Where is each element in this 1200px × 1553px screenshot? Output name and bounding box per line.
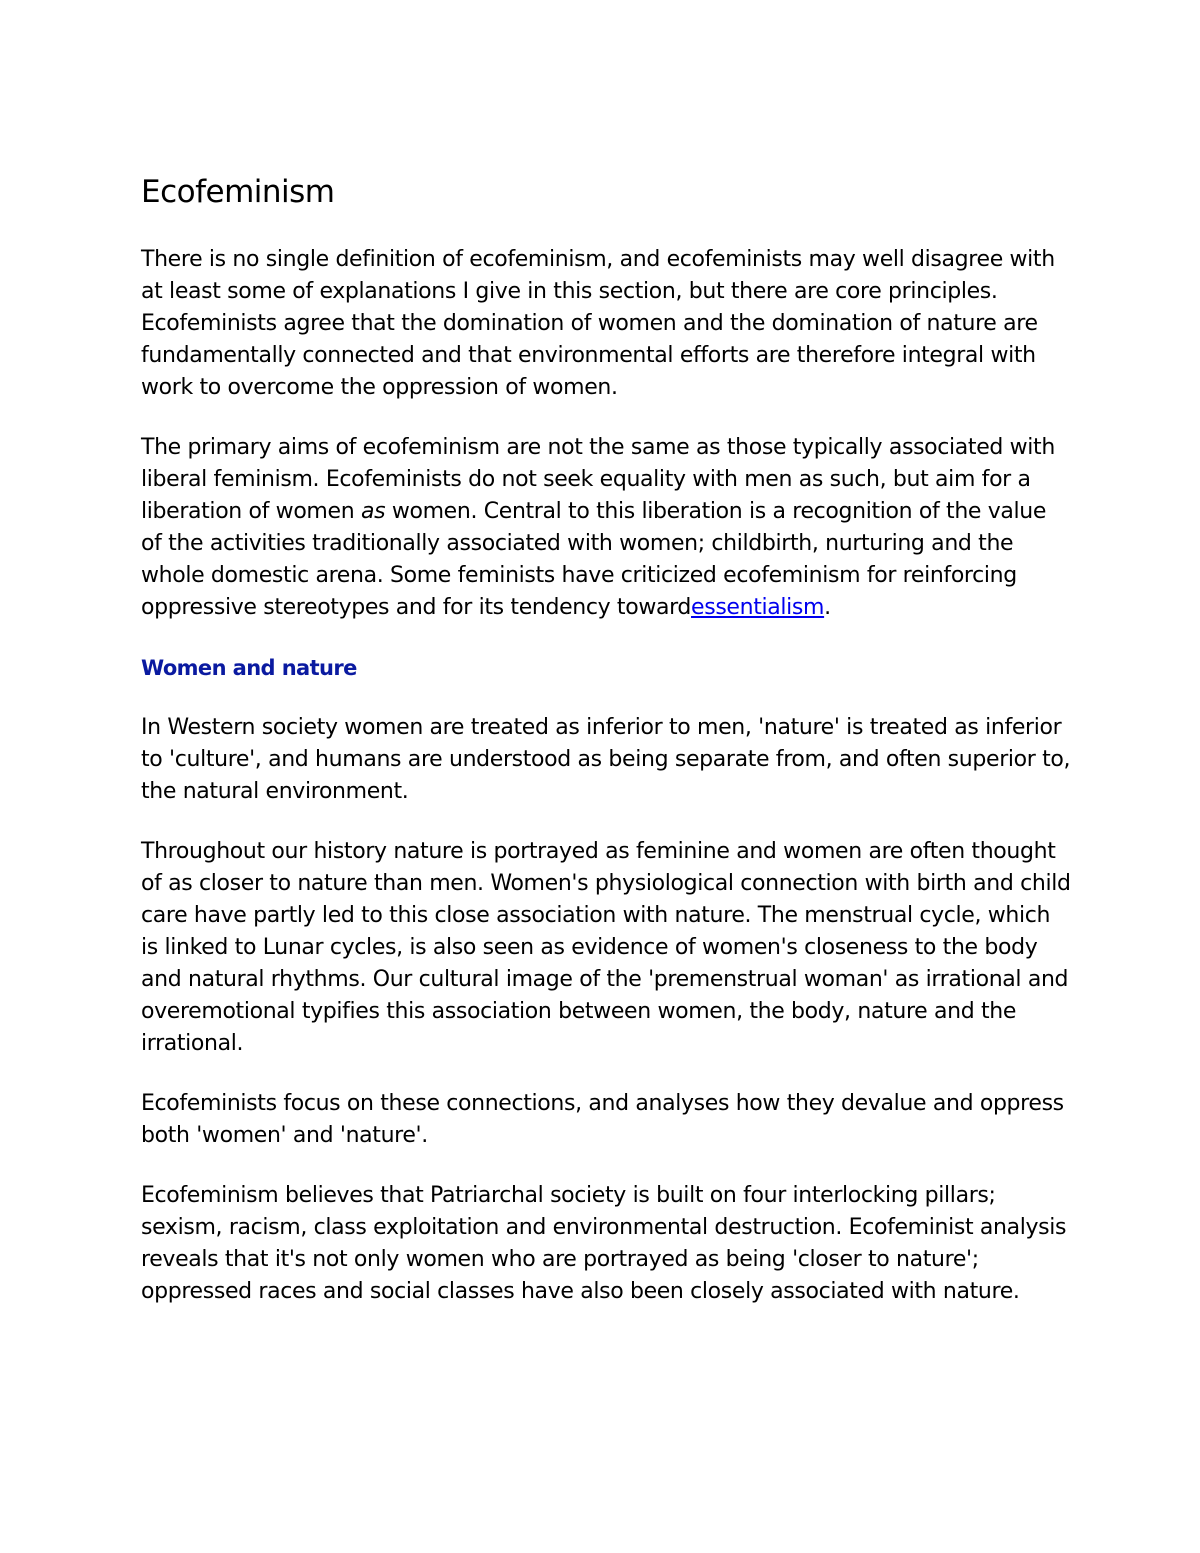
paragraph-primary-aims: [141, 432, 1071, 624]
paragraph-connections: Ecofeminists focus on these connections, and analyses how they devalue and oppress both 'women' and 'nature'.: [141, 1091, 1064, 1148]
emphasis-as: as: [360, 499, 386, 524]
paragraph-definition: There is no single definition of ecofeminism, and ecofeminists may well disagree with at least some of explanations I give in this section, but there are core principles. Ecofeminists agree that the domination of women and the domination of nature are fundamentally connected and that environmental efforts are therefore integral with work to overcome the oppression of women.: [141, 247, 1055, 400]
paragraph-primary-aims-text-3: .: [824, 595, 831, 620]
section-heading-women-and-nature: Women and nature: [141, 656, 357, 680]
paragraph-primary-aims-text-2: women. Central to this liberation is a recognition of the value of the activities traditionally associated with women; childbirth, nurturing and the whole domestic arena. Some feminists have criticized ecofeminism for reinforcing oppressive stereotypes and for its tendency toward: [141, 499, 1047, 620]
document-page: [141, 170, 1071, 1336]
paragraph-primary-aims-text-1: The primary aims of ecofeminism are not the same as those typically associated with liberal feminism. Ecofeminists do not seek equality with men as such, but aim for a liberation of women: [141, 435, 1055, 524]
paragraph-pillars: Ecofeminism believes that Patriarchal society is built on four interlocking pillars; sexism, racism, class exploitation and environmental destruction. Ecofeminist analysis reveals that it's not only women who are portrayed as being 'closer to nature'; oppressed races and social classes have also been closely associated with nature.: [141, 1183, 1067, 1304]
paragraph-history: Throughout our history nature is portrayed as feminine and women are often thought of as closer to nature than men. Women's physiological connection with birth and child care have partly led to this close association with nature. The menstrual cycle, which is linked to Lunar cycles, is also seen as evidence of women's closeness to the body and natural rhythms. Our cultural image of the 'premenstrual woman' as irrational and overemotional typifies this association between women, the body, nature and the irrational.: [141, 839, 1071, 1056]
document-title: Ecofeminism: [141, 174, 335, 210]
essentialism-link[interactable]: essentialism: [691, 595, 825, 620]
paragraph-western-society: In Western society women are treated as inferior to men, 'nature' is treated as inferior to 'culture', and humans are understood as being separate from, and often superior to, the natural environment.: [141, 715, 1071, 804]
